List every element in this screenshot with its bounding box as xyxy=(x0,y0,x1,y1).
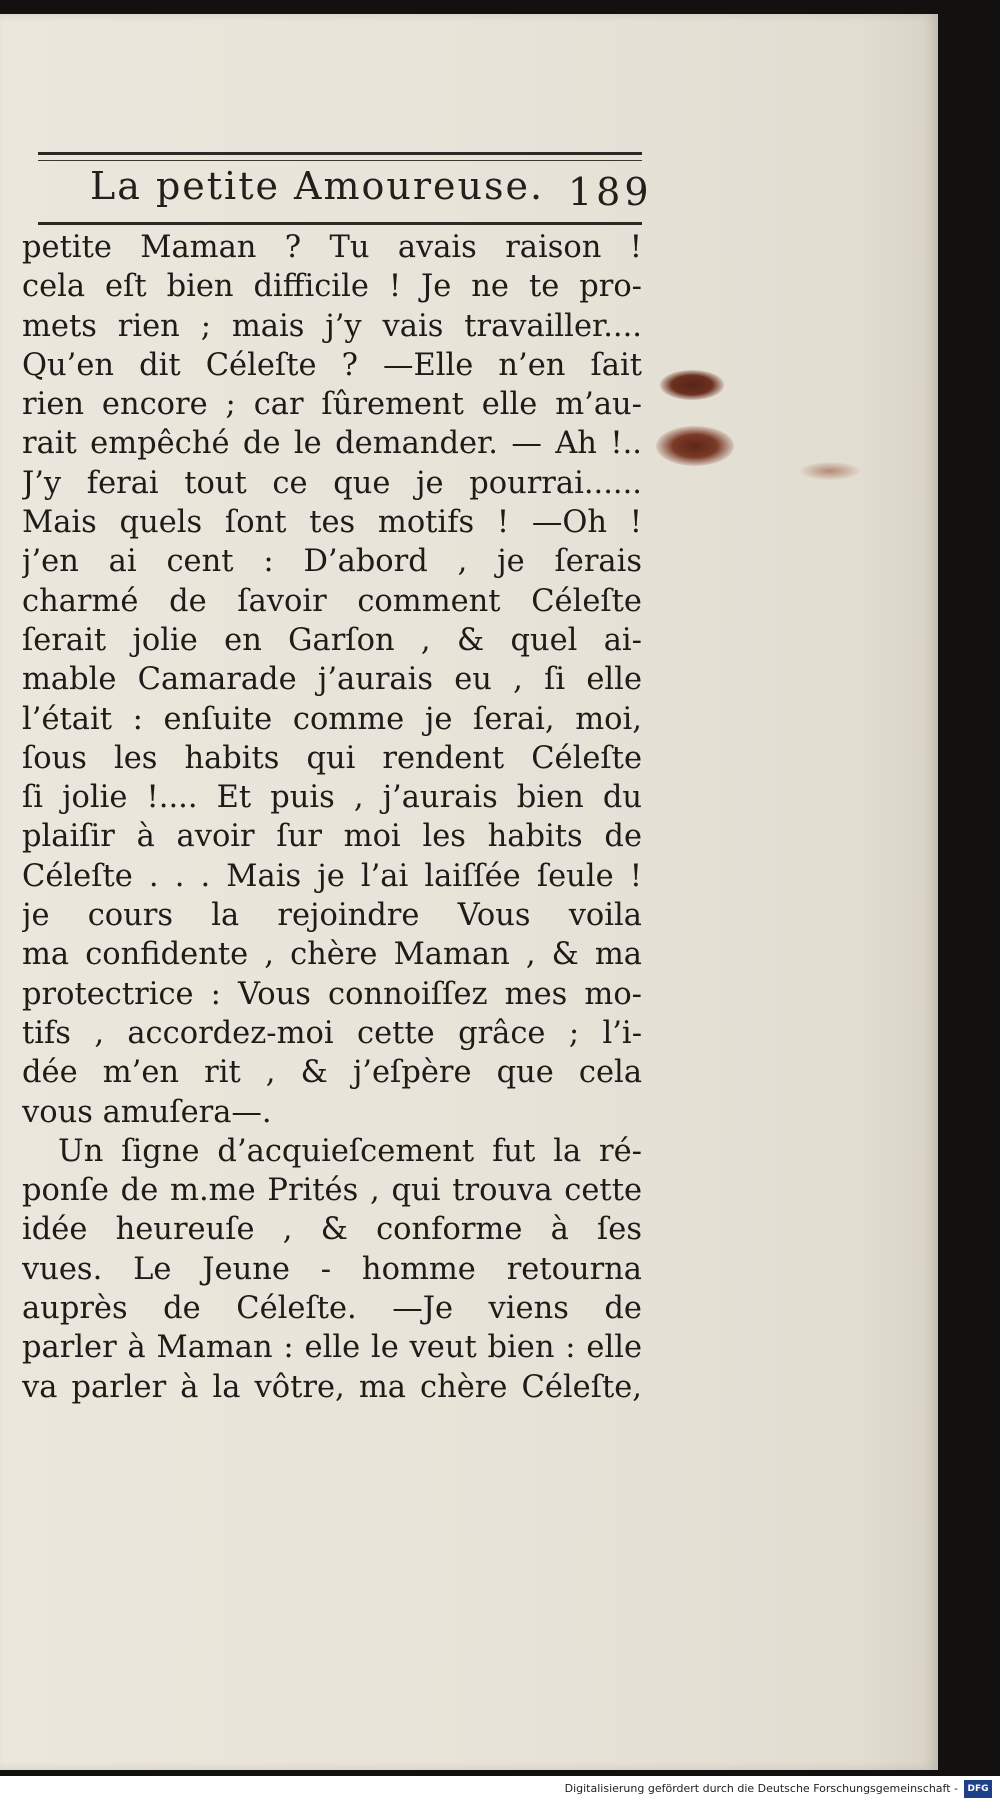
text-line: ponſe de m.me Prités , qui trouva cette xyxy=(22,1173,642,1209)
text-line: protectrice : Vous connoiſſez mes mo- xyxy=(22,976,642,1012)
text-line-paragraph-start: Un ſigne d’acquieſcement fut la ré- xyxy=(58,1133,642,1169)
text-line: mets rien ; mais j’y vais travailler.... xyxy=(22,308,642,344)
header-rule-thin xyxy=(38,160,642,161)
text-line: plaiſir à avoir ſur moi les habits de xyxy=(22,819,642,855)
book-page xyxy=(0,14,938,1770)
text-line: charmé de ſavoir comment Céleſte xyxy=(22,583,642,619)
text-line: J’y ferai tout ce que je pourrai...... xyxy=(22,465,642,501)
text-line: va parler à la vôtre, ma chère Céleſte, xyxy=(22,1369,642,1405)
text-line: l’était : enſuite comme je ſerai, moi, xyxy=(22,701,642,737)
text-line: tifs , accordez-moi cette grâce ; l’i- xyxy=(22,1015,642,1051)
text-line: idée heureuſe , & conforme à ſes xyxy=(22,1212,642,1248)
text-line: Céleſte . . . Mais je l’ai laiſſée ſeule ! xyxy=(22,858,642,894)
ink-stain xyxy=(656,426,734,466)
text-line: dée m’en rit , & j’eſpère que cela xyxy=(22,1055,642,1091)
text-line: Qu’en dit Céleſte ? —Elle n’en ſait xyxy=(22,347,642,383)
body-text xyxy=(22,228,642,1407)
header-rule-top xyxy=(38,152,642,155)
text-line: vues. Le Jeune - homme retourna xyxy=(22,1251,642,1287)
text-line: auprès de Céleſte. —Je viens de xyxy=(22,1291,642,1327)
text-line: rien encore ; car ſûrement elle m’au- xyxy=(22,387,642,423)
text-line: j’en ai cent : D’abord , je ſerais xyxy=(22,544,642,580)
text-line: je cours la rejoindre Vous voila xyxy=(22,898,642,934)
digitization-footer xyxy=(0,1776,1000,1805)
text-line: rait empêché de le demander. — Ah !.. xyxy=(22,426,642,462)
ink-stain xyxy=(800,462,860,480)
text-line: ſous les habits qui rendent Céleſte xyxy=(22,740,642,776)
funding-credit: Digitalisierung gefördert durch die Deutsche Forschungsgemeinschaft - xyxy=(564,1782,958,1795)
text-line: petite Maman ? Tu avais raison ! xyxy=(22,230,642,265)
text-line: cela eſt bien difficile ! Je ne te pro- xyxy=(22,269,642,305)
text-line-paragraph-end: vous amuſera—. xyxy=(22,1094,272,1130)
text-line: ſerait jolie en Garſon , & quel ai- xyxy=(22,622,642,658)
text-line: Mais quels ſont tes motifs ! —Oh ! xyxy=(22,505,642,541)
text-line: ſi jolie !.... Et puis , j’aurais bien du xyxy=(22,780,642,816)
page-number: 189 xyxy=(568,170,653,214)
header-rule-bottom xyxy=(38,222,642,225)
ink-stain xyxy=(660,370,724,400)
dfg-logo-icon: DFG xyxy=(964,1780,992,1798)
text-line: ma confidente , chère Maman , & ma xyxy=(22,937,642,973)
text-line: mable Camarade j’aurais eu , ſi elle xyxy=(22,662,642,698)
running-title: La petite Amoureuse. xyxy=(90,164,545,208)
text-line: parler à Maman : elle le veut bien : elle xyxy=(22,1330,642,1366)
